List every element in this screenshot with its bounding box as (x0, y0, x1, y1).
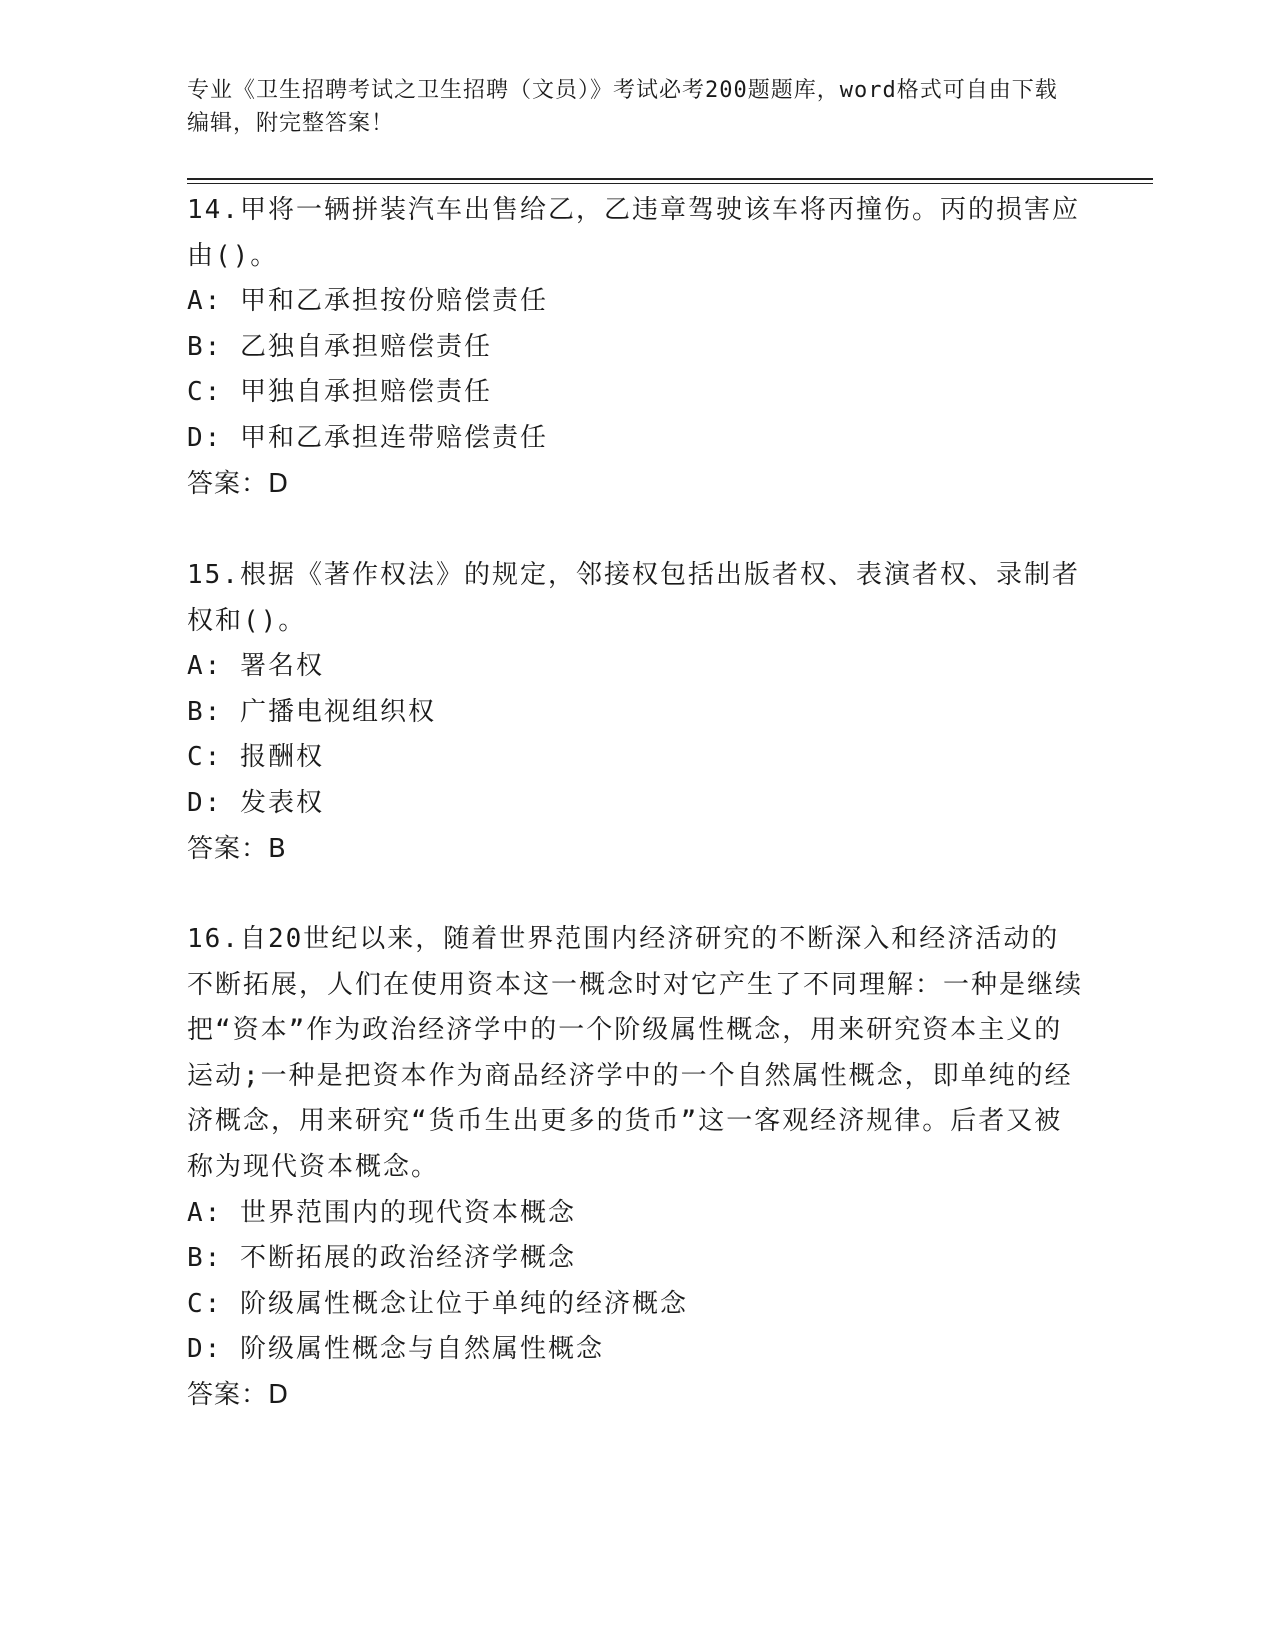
question-stem: 15.根据《著作权法》的规定，邻接权包括出版者权、表演者权、录制者权和()。 (187, 560, 1080, 636)
question-block (187, 917, 1087, 1419)
option-a: A: 甲和乙承担按份赔偿责任 (187, 286, 548, 317)
option-a: A: 世界范围内的现代资本概念 (187, 1197, 576, 1228)
option-c: C: 甲独自承担赔偿责任 (187, 377, 492, 408)
question-stem: 14.甲将一辆拼装汽车出售给乙，乙违章驾驶该车将丙撞伤。丙的损害应由()。 (187, 195, 1080, 271)
option-d: D: 发表权 (187, 787, 324, 818)
option-c: C: 阶级属性概念让位于单纯的经济概念 (187, 1288, 688, 1319)
option-b: B: 不断拓展的政治经济学概念 (187, 1243, 576, 1274)
option-b: B: 乙独自承担赔偿责任 (187, 331, 492, 362)
question-stem: 16.自20世纪以来，随着世界范围内经济研究的不断深入和经济活动的不断拓展，人们在使用资本这一概念时对它产生了不同理解：一种是继续把“资本”作为政治经济学中的一个阶级属性概念，用来研究资本主义的运动;一种是把资本作为商品经济学中的一个自然属性概念，即单纯的经济概念，用来研究“货币生出更多的货币”这一客观经济规律。后者又被称为现代资本概念。 (187, 924, 1084, 1182)
question-block (187, 553, 1087, 872)
document-header: 专业《卫生招聘考试之卫生招聘（文员）》考试必考200题题库，word格式可自由下载编辑，附完整答案！ (187, 78, 1058, 136)
option-a: A: 署名权 (187, 651, 324, 682)
answer-line: 答案：D (187, 1379, 290, 1410)
question-block (187, 188, 1087, 507)
option-d: D: 阶级属性概念与自然属性概念 (187, 1334, 604, 1365)
header-divider (187, 178, 1153, 184)
answer-line: 答案：D (187, 468, 290, 499)
option-c: C: 报酬权 (187, 742, 324, 773)
answer-line: 答案：B (187, 833, 287, 864)
option-b: B: 广播电视组织权 (187, 696, 436, 727)
option-d: D: 甲和乙承担连带赔偿责任 (187, 422, 548, 453)
